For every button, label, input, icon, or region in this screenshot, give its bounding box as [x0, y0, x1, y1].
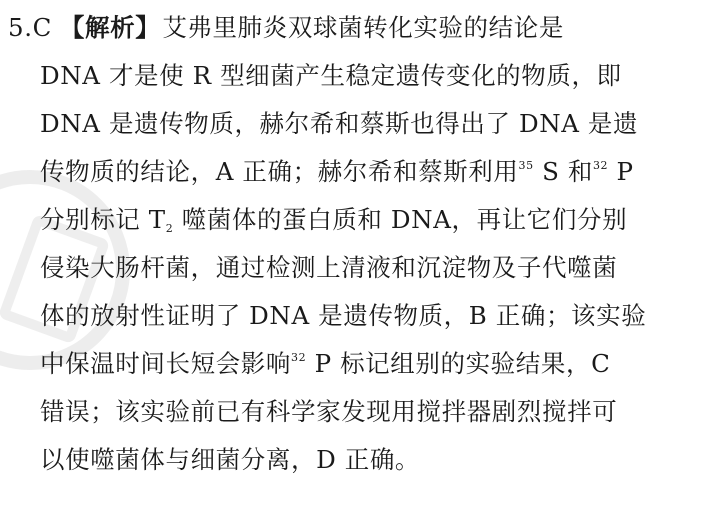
text-line-7 — [40, 296, 660, 336]
line-text: 体的放射性证明了 DNA 是遗传物质，B 正确；该实验 — [40, 301, 647, 330]
line-text: DNA 是遗传物质，赫尔希和蔡斯也得出了 DNA 是遗 — [40, 109, 639, 138]
text-line-6 — [40, 248, 660, 288]
line-text: 中保温时间长短会影响 — [40, 349, 291, 378]
line-text: P — [608, 157, 634, 186]
text-line-4 — [40, 152, 660, 192]
text-line-3 — [40, 104, 660, 144]
line-text: 分别标记 T — [40, 205, 166, 234]
question-number: 5.C — [8, 13, 52, 42]
text-line-8 — [40, 344, 660, 384]
line-text: 侵染大肠杆菌，通过检测上清液和沉淀物及子代噬菌 — [40, 253, 618, 282]
isotope-superscript: 35 — [518, 159, 534, 172]
line-text: 错误；该实验前已有科学家发现用搅拌器剧烈搅拌可 — [40, 397, 618, 426]
subscript: 2 — [165, 222, 174, 235]
text-line-9 — [40, 392, 660, 432]
line-text: P 标记组别的实验结果，C — [306, 349, 611, 378]
isotope-superscript: 32 — [592, 159, 609, 172]
text-line-10 — [40, 440, 660, 480]
analysis-tag: 【解析】 — [59, 13, 161, 42]
line-text: 传物质的结论，A 正确；赫尔希和蔡斯利用 — [40, 157, 519, 186]
text-line-1 — [8, 8, 658, 48]
line-text: 噬菌体的蛋白质和 DNA，再让它们分别 — [173, 205, 628, 234]
text-line-5 — [40, 200, 660, 240]
line-text: DNA 才是使 R 型细菌产生稳定遗传变化的物质，即 — [40, 61, 622, 90]
line-text: 以使噬菌体与细菌分离，D 正确。 — [40, 445, 421, 474]
line-text: S 和 — [533, 157, 593, 186]
isotope-superscript: 32 — [291, 351, 307, 364]
line-text: 艾弗里肺炎双球菌转化实验的结论是 — [162, 13, 564, 42]
text-line-2 — [40, 56, 660, 96]
